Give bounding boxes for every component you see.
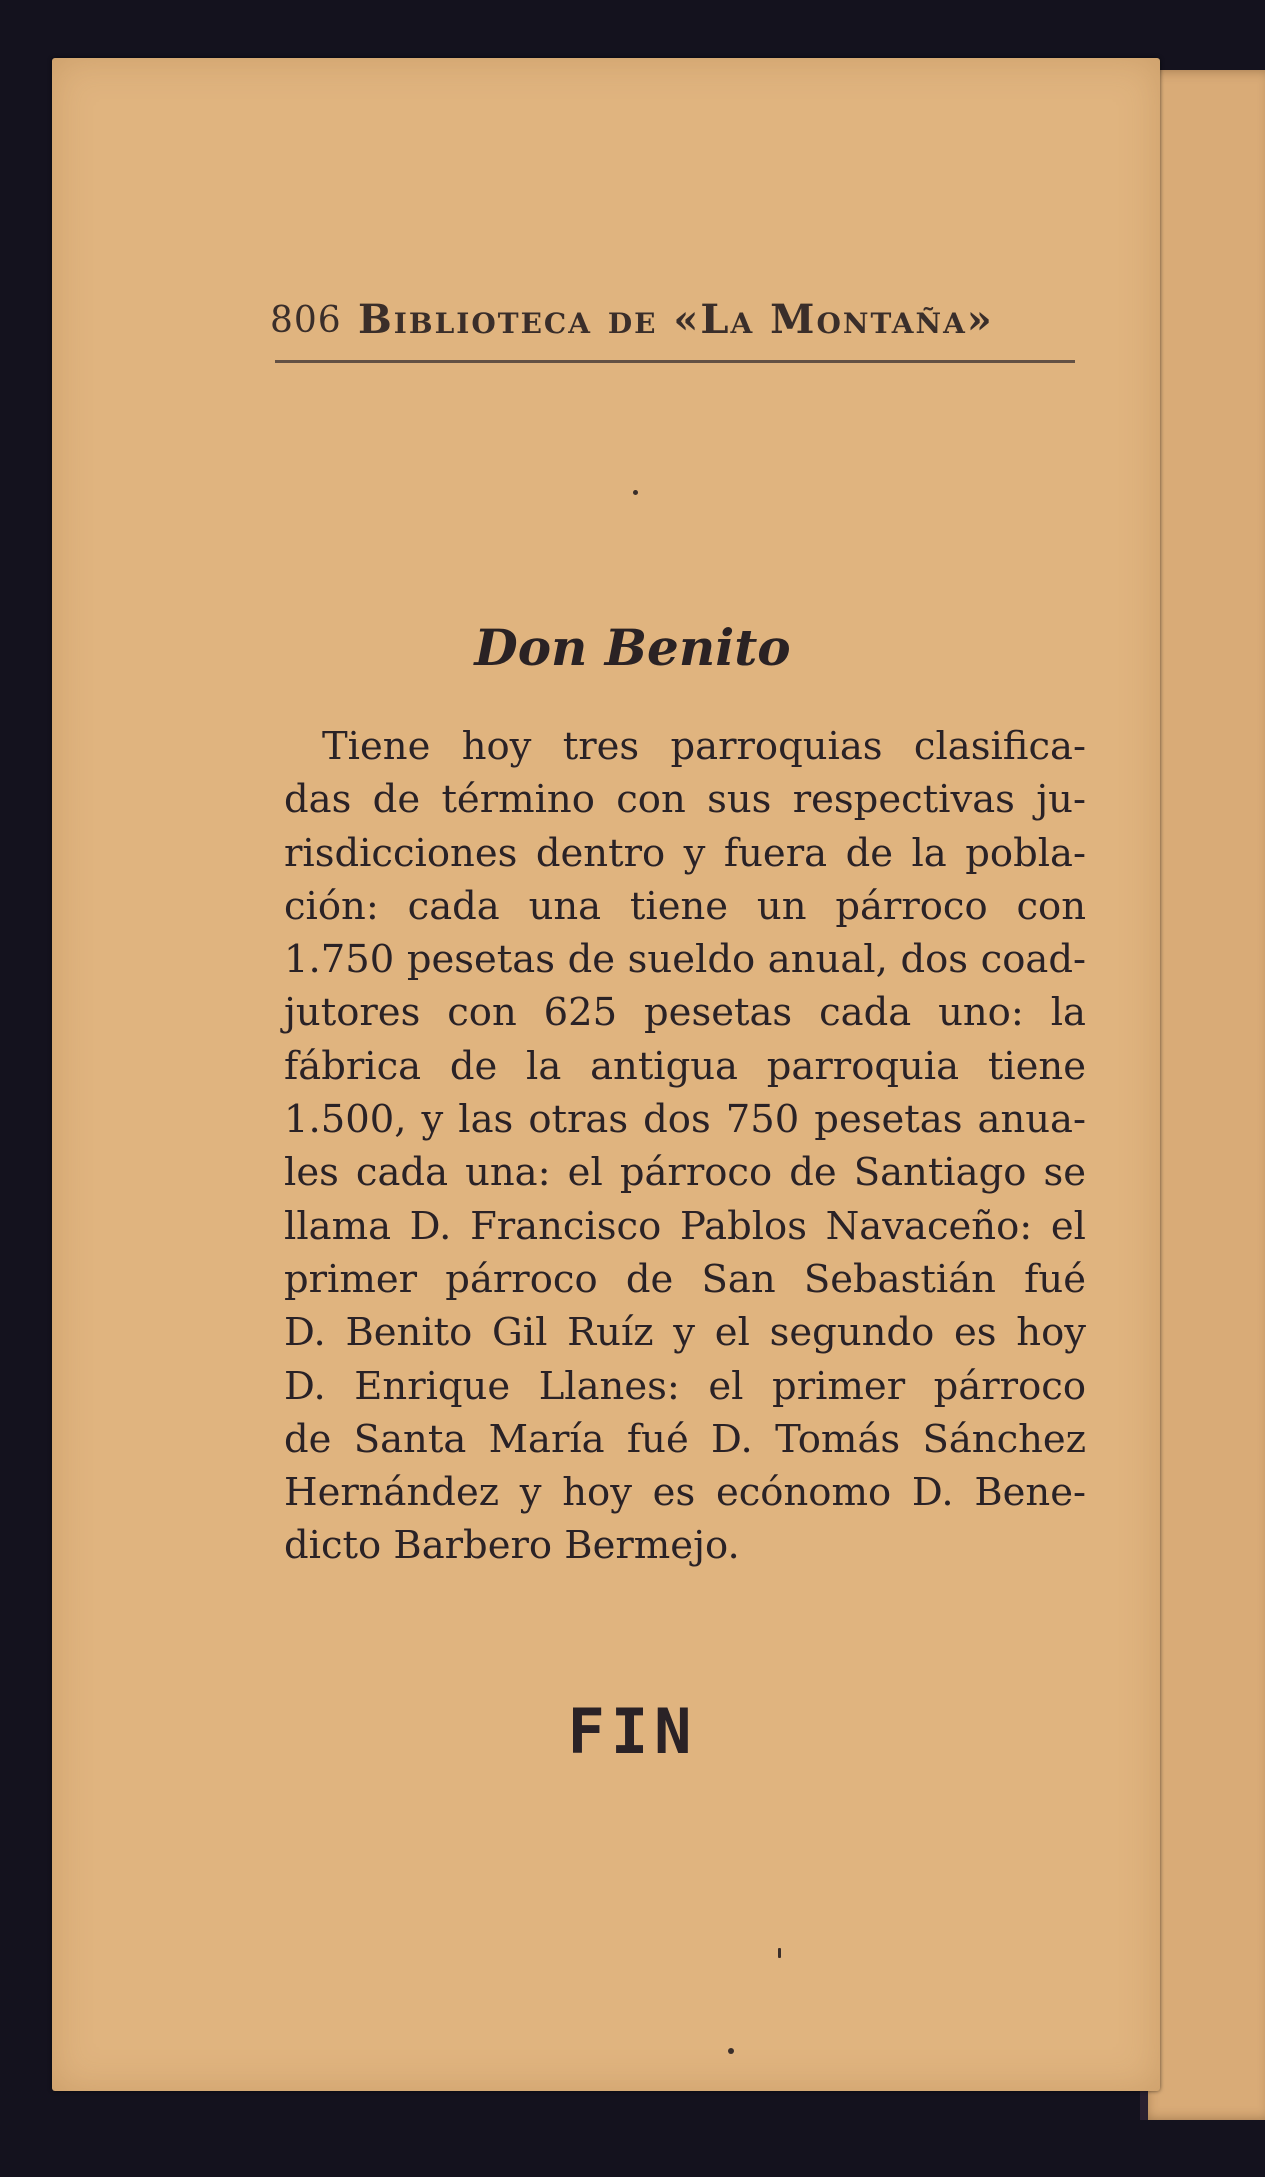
- text-line: jutores con 625 pesetas cada uno: la: [284, 990, 1086, 1036]
- text-line: 1.750 pesetas de sueldo anual, dos coad-: [284, 937, 1086, 983]
- text-line: primer párroco de San Sebastián fué: [284, 1256, 1086, 1302]
- text-line: D. Enrique Llanes: el primer párroco: [284, 1363, 1086, 1409]
- text-line: D. Benito Gil Ruíz y el segundo es hoy: [284, 1310, 1086, 1356]
- text-line: dicto Barbero Bermejo.: [284, 1523, 740, 1569]
- text-line: Tiene hoy tres parroquias clasifica-: [322, 724, 1086, 769]
- header-rule: [275, 360, 1075, 363]
- paper-speck: [778, 1948, 781, 1958]
- text-line: llama D. Francisco Pablos Navaceño: el: [284, 1203, 1086, 1249]
- body-paragraph: [284, 720, 1086, 1573]
- text-line: das de término con sus respectivas ju-: [284, 777, 1086, 823]
- running-head: Biblioteca de «La Montaña»: [358, 296, 994, 343]
- text-line: fábrica de la antigua parroquia tiene: [284, 1043, 1086, 1089]
- text-line: les cada una: el párroco de Santiago se: [284, 1150, 1086, 1196]
- text-line: ción: cada una tiene un párroco con: [284, 883, 1086, 929]
- text-line: de Santa María fué D. Tomás Sánchez: [284, 1416, 1086, 1462]
- text-line: Hernández y hoy es ecónomo D. Bene-: [284, 1470, 1086, 1516]
- end-mark: FIN: [567, 1695, 698, 1768]
- page-number: 806: [270, 300, 342, 341]
- text-line: risdicciones dentro y fuera de la pobla-: [284, 830, 1086, 876]
- paper-speck: [633, 490, 638, 495]
- paper-speck: [728, 2048, 734, 2054]
- section-title: Don Benito: [474, 618, 791, 677]
- text-line: 1.500, y las otras dos 750 pesetas anua-: [284, 1097, 1086, 1143]
- page-header: [270, 292, 1080, 352]
